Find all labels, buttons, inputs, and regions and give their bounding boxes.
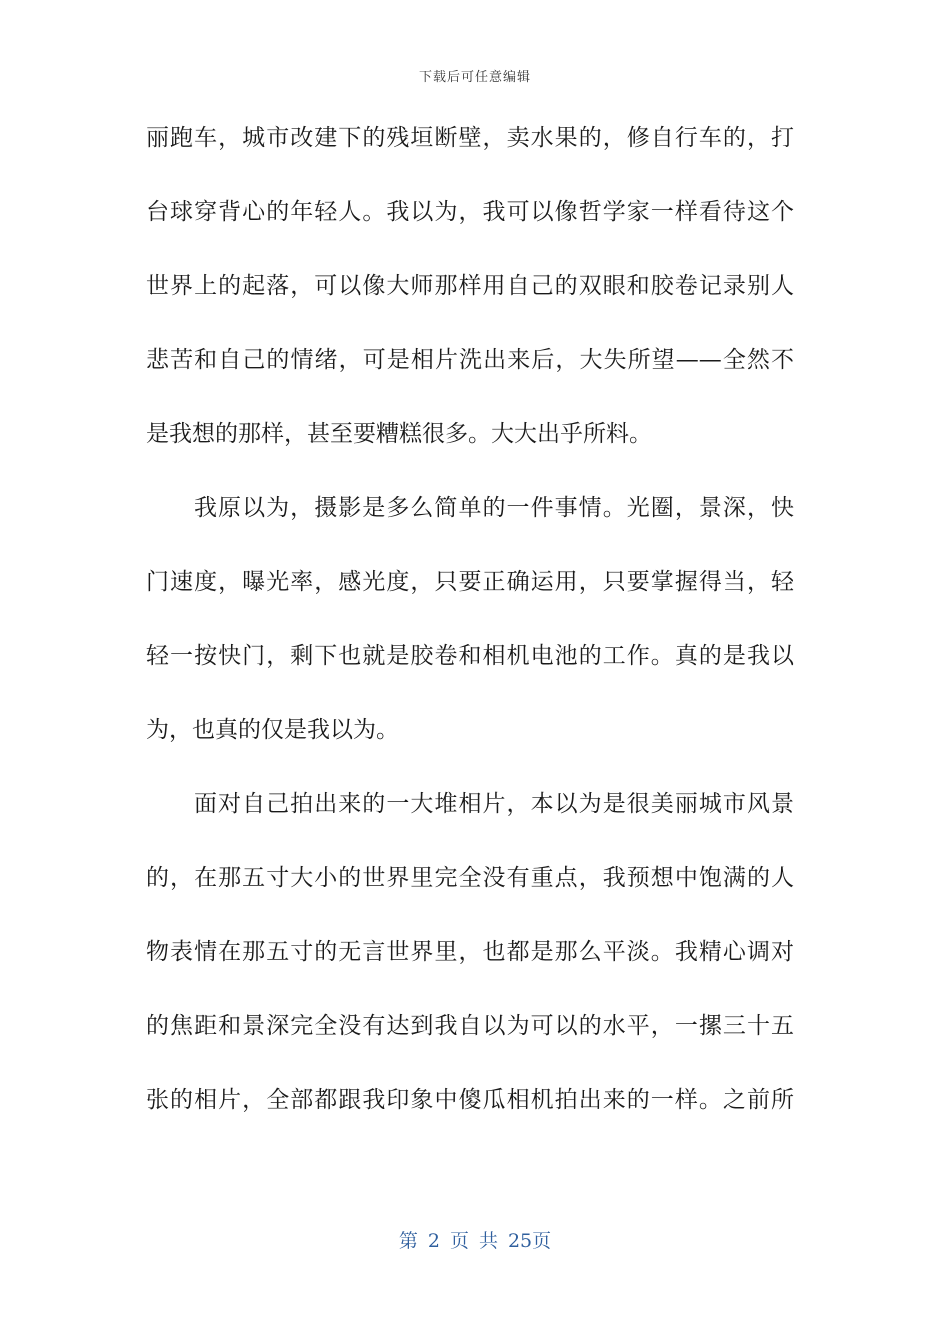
footer-page-unit: 页: [449, 1230, 469, 1252]
paragraph-1-line-5: 是我想的那样，甚至要糟糕很多。大大出乎所料。: [146, 421, 652, 447]
header-text: 下载后可任意编辑: [418, 70, 531, 85]
page-header: [0, 66, 950, 85]
paragraph-1-line-3: 世界上的起落，可以像大师那样用自己的双眼和胶卷记录别人: [146, 273, 794, 299]
footer-total-pages: 25页: [507, 1230, 552, 1252]
footer-total-prefix: 共: [478, 1230, 498, 1252]
paragraph-3-line-4: 的焦距和景深完全没有达到我自以为可以的水平，一摞三十五: [146, 1013, 794, 1039]
paragraph-2-line-2: 门速度，曝光率，感光度，只要正确运用，只要掌握得当，轻: [146, 569, 794, 595]
paragraph-3-line-2: 的，在那五寸大小的世界里完全没有重点，我预想中饱满的人: [146, 865, 794, 891]
document-body: [146, 126, 794, 1162]
paragraph-2-line-1: 我原以为，摄影是多么简单的一件事情。光圈，景深，快: [194, 495, 794, 521]
paragraph-1-line-1: 丽跑车，城市改建下的残垣断壁，卖水果的，修自行车的，打: [146, 125, 794, 151]
paragraph-3-line-3: 物表情在那五寸的无言世界里，也都是那么平淡。我精心调对: [146, 939, 794, 965]
paragraph-1-line-2: 台球穿背心的年轻人。我以为，我可以像哲学家一样看待这个: [146, 199, 794, 225]
paragraph-2-line-4: 为，也真的仅是我以为。: [146, 717, 399, 743]
paragraph-1-line-4: 悲苦和自己的情绪，可是相片洗出来后，大失所望——全然不: [146, 347, 794, 373]
paragraph-3-line-5: 张的相片，全部都跟我印象中傻瓜相机拍出来的一样。之前所: [146, 1087, 794, 1113]
page-footer: [0, 1226, 950, 1253]
footer-current-page: 2: [427, 1230, 440, 1252]
footer-prefix: 第: [398, 1230, 418, 1252]
paragraph-3-line-1: 面对自己拍出来的一大堆相片，本以为是很美丽城市风景: [194, 791, 794, 817]
paragraph-2-line-3: 轻一按快门，剩下也就是胶卷和相机电池的工作。真的是我以: [146, 643, 794, 669]
